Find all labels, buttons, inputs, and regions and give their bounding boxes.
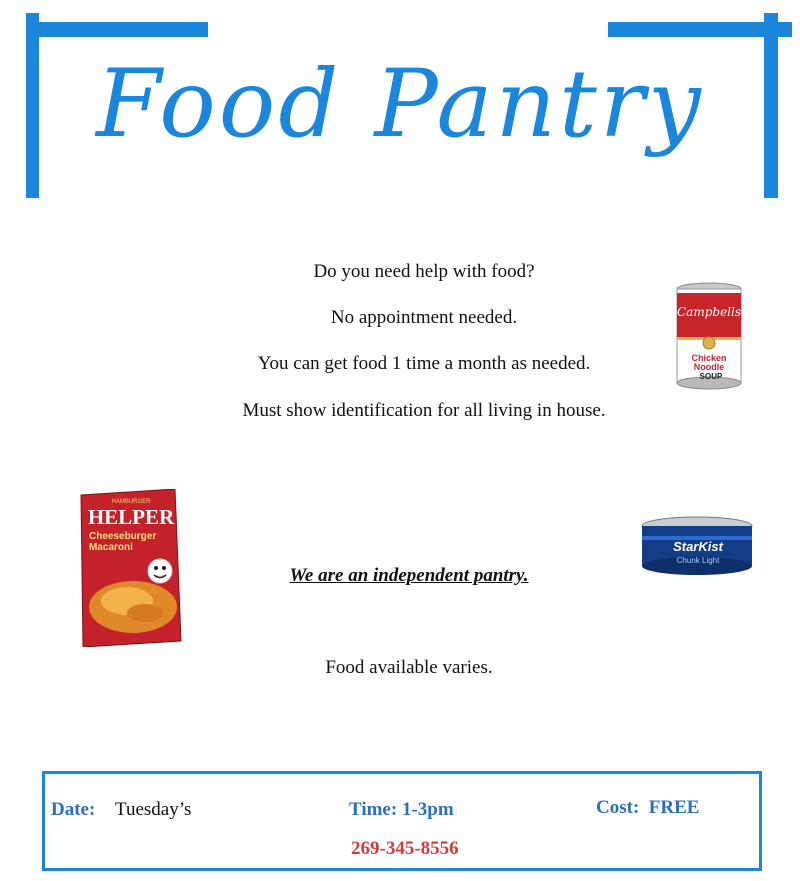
tuna-brand-text: StarKist (673, 539, 723, 554)
date-value: Tuesday’s (115, 799, 192, 820)
tuna-can-image (640, 516, 754, 576)
date-label: Date: (51, 799, 96, 820)
phone-number: 269-345-8556 (351, 838, 459, 859)
soup-can-image (673, 281, 745, 391)
info-line-frequency: You can get food 1 time a month as needed. (257, 353, 591, 374)
hamburger-helper-box-image (75, 489, 183, 647)
page-title: Food Pantry (96, 50, 704, 159)
helper-top-text: HAMBURGER (111, 499, 151, 505)
soup-line3-text: SOUP (699, 372, 723, 381)
info-line-help: Do you need help with food? (313, 261, 535, 282)
food-varies-note: Food available varies. (325, 657, 493, 678)
helper-line1-text: Cheeseburger (89, 531, 157, 542)
header-right-horizontal-bar (608, 22, 792, 37)
soup-line2-text: Noodle (693, 362, 725, 372)
tuna-line1-text: Chunk Light (676, 556, 720, 565)
cost-text: Cost: FREE (596, 797, 700, 818)
independent-pantry-note: We are an independent pantry. (289, 565, 529, 586)
footer-info-box (42, 771, 762, 871)
info-line-identification: Must show identification for all living in house. (242, 400, 606, 421)
soup-brand-text: Campbells (676, 305, 742, 319)
header-left-horizontal-bar (26, 22, 208, 37)
header-left-vertical-bar (26, 13, 39, 198)
header-right-vertical-bar (764, 13, 778, 198)
info-line-appointment: No appointment needed. (330, 307, 518, 328)
helper-line2-text: Macaroni (89, 542, 133, 553)
helper-brand-text: HELPER (87, 505, 175, 529)
time-text: Time: 1-3pm (349, 799, 454, 820)
soup-line1-text: Chicken (691, 353, 727, 363)
